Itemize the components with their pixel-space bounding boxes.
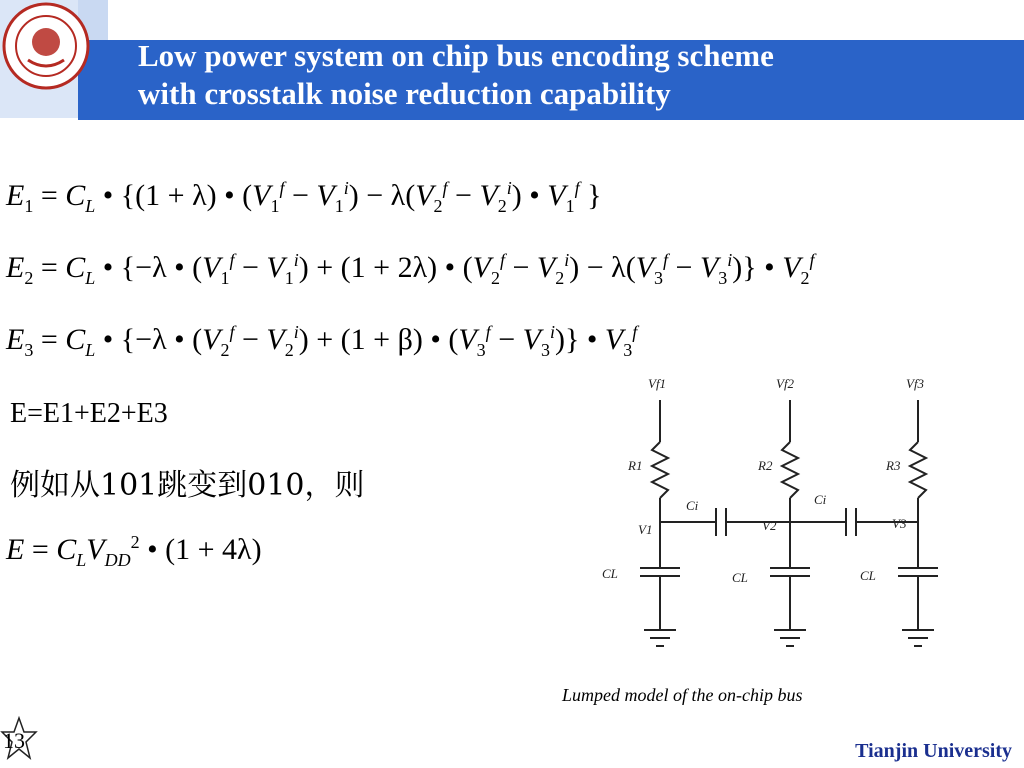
page-number: 13: [3, 728, 25, 753]
resistor-label-2: R2: [758, 458, 773, 473]
equation-e1: $E_1 = C_L$ • {(1 + λ) • $(V_1^f - V_1^i) - \lambda(V_2^f - V_2^i)$ • $V_1^f$ }: [6, 178, 602, 216]
university-seal-logo: [2, 2, 90, 90]
footer-university: Tianjin University: [855, 740, 1012, 762]
source-label-1: Vf1: [648, 376, 667, 391]
load-cap-label-2: CL: [732, 570, 748, 585]
node-label-2: V2: [762, 518, 777, 533]
coupling-cap-label-1: Ci: [686, 498, 699, 513]
slide-title: [138, 37, 1018, 113]
lumped-bus-circuit-diagram: [594, 372, 956, 672]
resistor-label-3: R3: [886, 458, 901, 473]
equation-e-total: $E = C_LV_{DD}^2$ • (1 + 4λ): [6, 532, 262, 570]
equation-e3: $E_3 = C_L$ • {−λ • $(V_2^f - V_2^i) + (1 + \beta)$ • $(V_3^f - V_3^i)$} • $V_3^f$: [6, 322, 638, 360]
resistor-label-1: R1: [628, 458, 643, 473]
title-line-2: with crosstalk noise reduction capability: [138, 76, 671, 111]
source-label-2: Vf2: [776, 376, 795, 391]
example-text: 例如从101跳变到010，则: [10, 468, 365, 503]
node-label-3: V3: [892, 516, 907, 531]
energy-sum-text: E=E1+E2+E3: [10, 398, 168, 429]
load-cap-label-1: CL: [602, 566, 618, 581]
title-line-1: Low power system on chip bus encoding scheme: [138, 38, 774, 73]
equation-e2: $E_2 = C_L$ • {−λ • $(V_1^f - V_1^i) + (1 + 2\lambda)$ • $(V_2^f - V_2^i) - \lambda(V_3^f - V_3^i)$} • $V_2^f$: [6, 250, 815, 288]
figure-caption: Lumped model of the on-chip bus: [562, 685, 803, 705]
load-cap-label-3: CL: [860, 568, 876, 583]
coupling-cap-label-2: Ci: [814, 492, 827, 507]
node-label-1: V1: [638, 522, 653, 537]
source-label-3: Vf3: [906, 376, 925, 391]
